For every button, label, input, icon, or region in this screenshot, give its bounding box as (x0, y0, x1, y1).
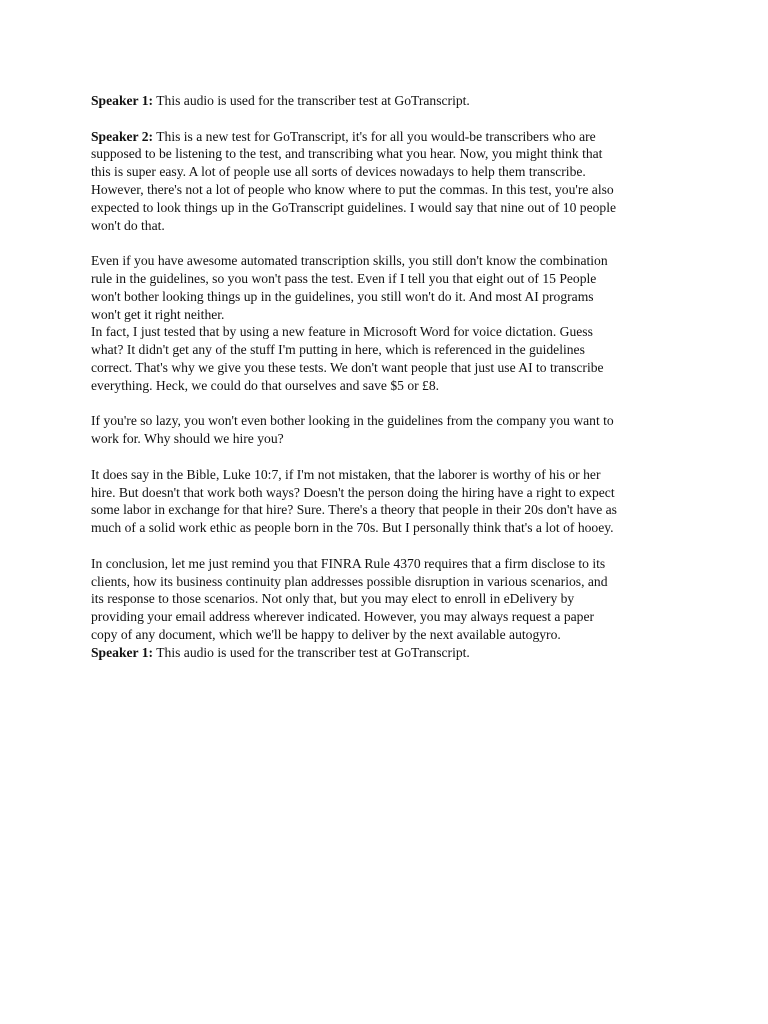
speaker-label: Speaker 1: (91, 93, 154, 108)
transcript-paragraph-2: Even if you have awesome automated transcription skills, you still don't know the combination rule in the guidelines, so you won't pass the test. Even if I tell you that eight out of 15 People won't bother looking things up in the guidelines, you still won't do it. And most AI programs won't get it right neither. (91, 253, 608, 322)
transcript-paragraph-6: In conclusion, let me just remind you that FINRA Rule 4370 requires that a firm disclose to its clients, how its business continuity plan addresses possible disruption in various scenarios, and its response to those scenarios. Not only that, but you may elect to enroll in eDelivery by providing your email address wherever indicated. However, you may always request a paper copy of any document, which we'll be happy to deliver by the next available autogyro. (91, 555, 608, 642)
transcript-paragraph-4: If you're so lazy, you won't even bother looking in the guidelines from the company you want to work for. Why should we hire you? (91, 413, 614, 447)
transcript-paragraph-3: In fact, I just tested that by using a new feature in Microsoft Word for voice dictation. Guess what? It didn't get any of the stuff I'm putting in here, which is referenced in the guidelines correct. That's why we give you these tests. We don't want people that just use AI to transcribe everything. Heck, we could do that ourselves and save $5 or £8. (91, 324, 604, 393)
paragraph-text: This audio is used for the transcriber test at GoTranscript. (153, 644, 470, 660)
transcript-paragraph-intro (91, 92, 691, 110)
speaker-label: Speaker 2: (91, 128, 154, 144)
paragraph-text: This audio is used for the transcriber test at GoTranscript. (153, 93, 470, 108)
transcript-paragraph-outro (91, 644, 691, 662)
document-page (91, 92, 691, 662)
paragraph-text: This is a new test for GoTranscript, it's for all you would-be transcribers who are supposed to be listening to the test, and transcribing what you hear. Now, you might think that this is super easy. A lot of people use all sorts of devices nowadays to help them transcribe. However, there's not a lot of people who know where to put the commas. In this test, you're also expected to look things up in the GoTranscript guidelines. I would say that nine out of 10 people won't do that. (91, 128, 617, 233)
transcript-paragraph-1 (91, 128, 691, 235)
transcript-paragraph-5: It does say in the Bible, Luke 10:7, if I'm not mistaken, that the laborer is worthy of his or her hire. But doesn't that work both ways? Doesn't the person doing the hiring have a right to expect some labor in exchange for that hire? Sure. There's a theory that people in their 20s don't have as much of a solid work ethic as people born in the 70s. But I personally think that's a lot of hooey. (91, 466, 617, 536)
speaker-label: Speaker 1: (91, 644, 154, 660)
